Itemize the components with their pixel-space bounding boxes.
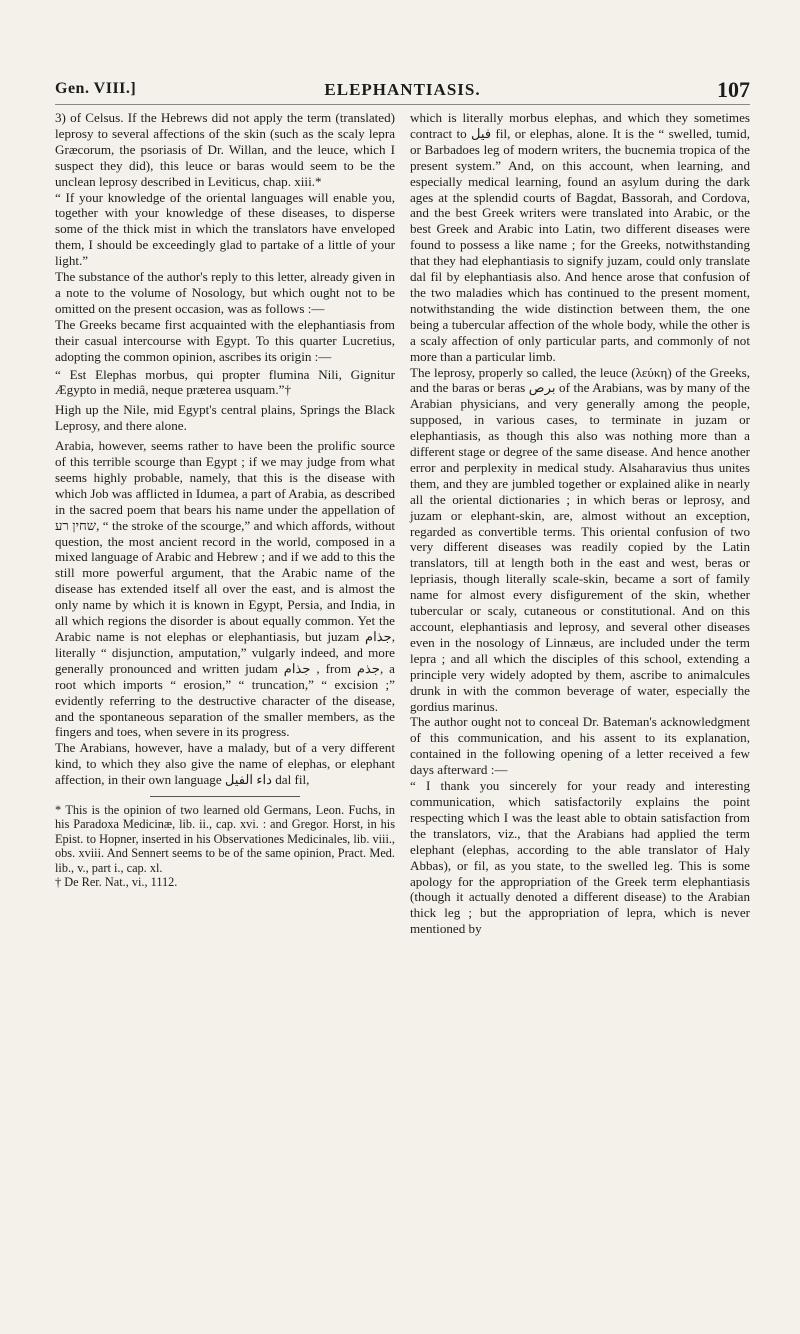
paragraph: The author ought not to conceal Dr. Bateman's acknowledgment of this communication, and his assent to its explanation, contained in the following opening of a letter received a few days afterward :— xyxy=(410,714,750,778)
header-section: Gen. VIII.] xyxy=(55,80,137,97)
paragraph: The Greeks became first acquainted with the elephantiasis from their casual intercourse with Egypt. To this quarter Lucretius, adopting the common opinion, ascribes its origin :— xyxy=(55,316,395,364)
paragraph: 3) of Celsus. If the Hebrews did not apply the term (translated) leprosy to several affections of the skin (such as the scaly lepra Græcorum, the psoriasis of Dr. Willan, and the leuce, which I suspect they did), this leuce or baras would seem to be the unclean leprosy described in Leviticus, chap. xiii.* xyxy=(55,110,395,189)
header-title: ELEPHANTIASIS. xyxy=(324,80,481,99)
footnote: † De Rer. Nat., vi., 1112. xyxy=(55,875,178,890)
latin-quotation: “ Est Elephas morbus, qui propter flumina Nili, Gignitur Ægypto in mediâ, neque præterea usquam.”† xyxy=(55,366,395,398)
right-column xyxy=(410,110,750,937)
paragraph: The substance of the author's reply to this letter, already given in a note to the volume of Nosology, but which ought not to be omitted on the present occasion, was as follows :— xyxy=(55,269,395,316)
footnotes xyxy=(55,803,395,889)
running-header xyxy=(55,77,750,105)
paragraph: “ If your knowledge of the oriental languages will enable you, together with your knowledge of these diseases, to disperse some of the thick mist in which the translators have enveloped them, I should be exceedingly glad to partake of a little of your light.” xyxy=(55,189,395,269)
page-number: 107 xyxy=(717,77,750,102)
paragraph: The leprosy, properly so called, the leuce (λεύκη) of the Greeks, and the baras or beras برص of the Arabians, was by many of the Arabian physicians, and very generally among the people, supposed, in various cases, to terminate in juzam or elephantiasis, as though this also was nothing more than a different stage or degree of the same disease. And hence another error and perplexity in medical study. Alsaharavius thus unites them, and they are jumbled together or explained alike in nearly all the oriental dictionaries ; in which beras or leprosy, and juzam or elephant-skin, are, almost without an exception, regarded as convertible terms. This oriental confusion of two very different diseases was readily copied by the Latin translators, till at length both in the east and west, beras or lepriasis, though literally scale-skin, became a sort of family name for almost every disfigurement of the skin, whether tubercular or scaly, cutaneous or constitutional. And on this account, elephantiasis and leprosy, and several other diseases even in the nosology of Linnæus, are included under the term lepra ; and all which the disciples of this school, extending a principle very widely adopted by them, ascribe to animalcules drunk in with the common beverage of water, especially the gordius marinus. xyxy=(410,364,750,714)
footnote: * This is the opinion of two learned old Germans, Leon. Fuchs, in his Paradoxa Medicinæ, lib. ii., cap. xvi. : and Gregor. Horst, in his Epist. to Hopner, inserted in his Observationes Medicinales, lib. viii., obs. xviii. And Sennert seems to be of the same opinion, Pract. Med. lib., v., part i., cap. xl. xyxy=(55,803,396,875)
paragraph: Arabia, however, seems rather to have been the prolific source of this terrible scourge than Egypt ; if we may judge from what seems highly probable, namely, that this is the disease with which Job was afflicted in Idumea, a part of Arabia, as described in the sacred poem that bears his name under the appellation of שחין רע, “ the stroke of the scourge,” and which affords, without question, the most ancient record in the world, composed in a mixed language of Arabic and Hebrew ; and if we add to this the still more powerful argument, that the Arabic name of the disease has extended itself all over the east, and is almost the only name by which it is known in Egypt, Persia, and India, in all which regions the disorder is about equally common. Yet the Arabic name is not elephas or elephantiasis, but juzam جذام, literally “ disjunction, amputation,” vulgarly indeed, and more generally pronounced and written judam جذام , from جذم, a root which imports “ erosion,” “ truncation,” “ excision ;” evidently referring to the destructive character of the disease, and the spontaneous separation of the smaller members, as the fingers and toes, when severe in its progress. xyxy=(55,438,396,740)
paragraph: which is literally morbus elephas, and which they sometimes contract to فيل fil, or elephas, alone. It is the “ swelled, tumid, or Barbadoes leg of modern writers, the bucnemia tropica of the present system.” And, on this account, when learning, and especially medical learning, found an asylum during the dark ages at the splendid courts of Bagdat, Bassorah, and Cordova, and the best Greek writers were translated into Arabic, or the best Greek and Arabic into Latin, two different diseases were found to possess a like name ; for the Greeks, notwithstanding that they had elephantiasis to signify juzam, could only translate dal fil by elephantiasis also. And hence arose that confusion of the two maladies which has continued to the present moment, notwithstanding the wide distinction between them, the one being a tubercular affection of the whole body, while the other is a scaly affection of only particular parts, and commonly of not more than a particular limb. xyxy=(410,110,750,364)
left-column xyxy=(55,110,395,890)
footnote-divider xyxy=(150,796,300,797)
paragraph: “ I thank you sincerely for your ready and interesting communication, which satisfactorily explains the point respecting which I was the least able to obtain satisfaction from the translators, viz., that the Arabians had applied the term elephant (elephas, according to the able translator of Haly Abbas), or fil, as you state, to the swelled leg. This is some apology for the appropriation of the Greek term elephantiasis (though it actually denoted a different disease) to the Arabian thick leg ; but the appropriation of lepra, which is never mentioned by xyxy=(410,778,750,937)
translated-quotation: High up the Nile, mid Egypt's central plains, Springs the Black Leprosy, and there alone. xyxy=(55,402,395,434)
paragraph: The Arabians, however, have a malady, but of a very different kind, to which they also give the name of elephas, or elephant affection, in their own language داء الفيل dal fil, xyxy=(55,740,395,788)
